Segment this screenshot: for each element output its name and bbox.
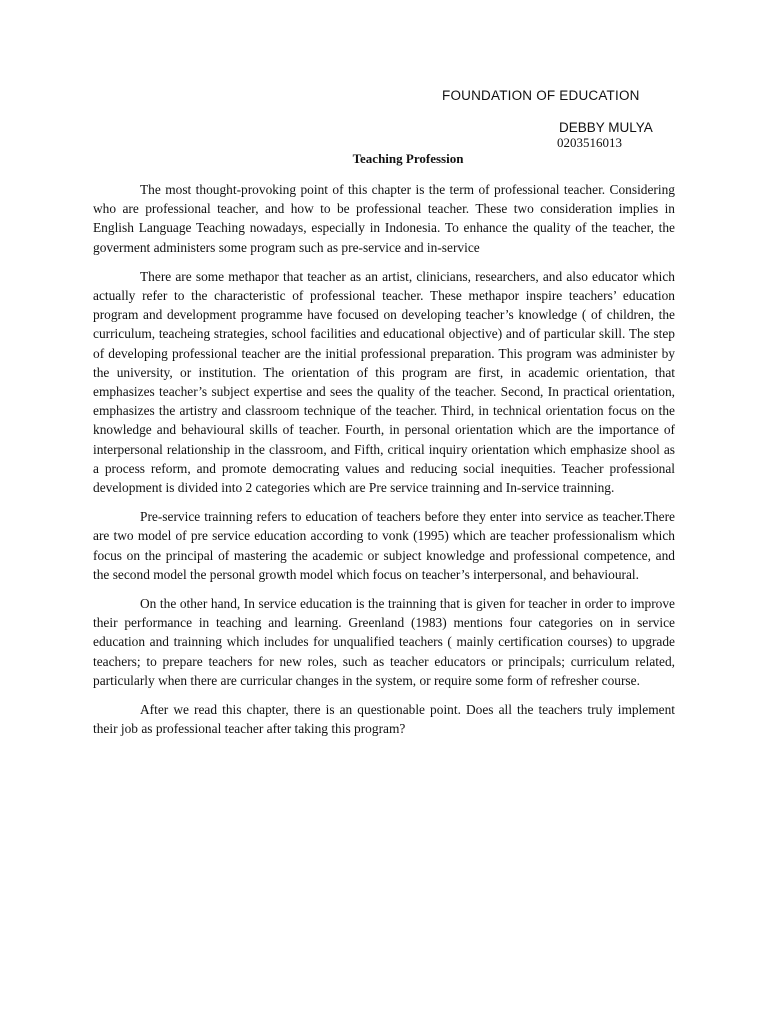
paragraph-questionable-point: After we read this chapter, there is an questionable point. Does all the teachers truly implement their job as professional teacher after taking this program? <box>93 702 675 737</box>
paragraph-metaphors-orientations: There are some methapor that teacher as an artist, clinicians, researchers, and also educator which actually refer to the characteristic of professional teacher. These methapor inspire teachers’ education program and development programme have focused on developing teacher’s knowledge ( of children, the curriculum, teacheing strategies, school facilities and educational objective) and of particular skill. The step of developing professional teacher are the initial professional preparation. This program was administer by the university, or institution. The orientation of this program are first, in academic orientation, that emphasizes teacher’s subject expertise and sees the quality of the teacher. Second, In practical orientation, emphasizes the artistry and classroom technique of the teacher. Third, in technical orientation focus on the knowledge and behavioural skills of teacher. Fourth, in personal orientation which are the importance of interpersonal relationship in the classroom, and Fifth, critical inquiry orientation which emphasize shool as a process reform, and promote democrating values and reducing social inequities. Teacher professional development is divided into 2 categories which are Pre service trainning and In-service trainning. <box>93 268 675 496</box>
paragraph-in-service: On the other hand, In service education is the trainning that is given for teacher in order to improve their performance in teaching and learning. Greenland (1983) mentions four categories on in service education and trainning which includes for unqualified teachers ( mainly certification courses) to upgrade teachers; to prepare teachers for new roles, such as teacher educators or principals; curriculum related, particularly when there are curricular changes in the system, or require some form of refresher course. <box>93 596 675 688</box>
document-body <box>93 180 675 748</box>
paragraph-professional-teacher: The most thought-provoking point of this chapter is the term of professional teacher. Considering who are professional teacher, and how to be professional teacher. These two consideration implies in English Language Teaching nowadays, especially in Indonesia. To enhance the quality of the teacher, the goverment administers some program such as pre-service and in-service <box>93 182 675 255</box>
course-heading: FOUNDATION OF EDUCATION <box>442 88 640 103</box>
author-name: DEBBY MULYA <box>559 120 653 135</box>
student-id: 0203516013 <box>557 135 622 150</box>
document-title: Teaching Profession <box>352 151 464 166</box>
paragraph-pre-service: Pre-service trainning refers to education of teachers before they enter into service as teacher.There are two model of pre service education according to vonk (1995) which are teacher professionalism which focus on the principal of mastering the academic or subject knowledge and professional competence, and the second model the personal growth model which focus on teacher’s interpersonal, and behavioural. <box>93 509 675 582</box>
